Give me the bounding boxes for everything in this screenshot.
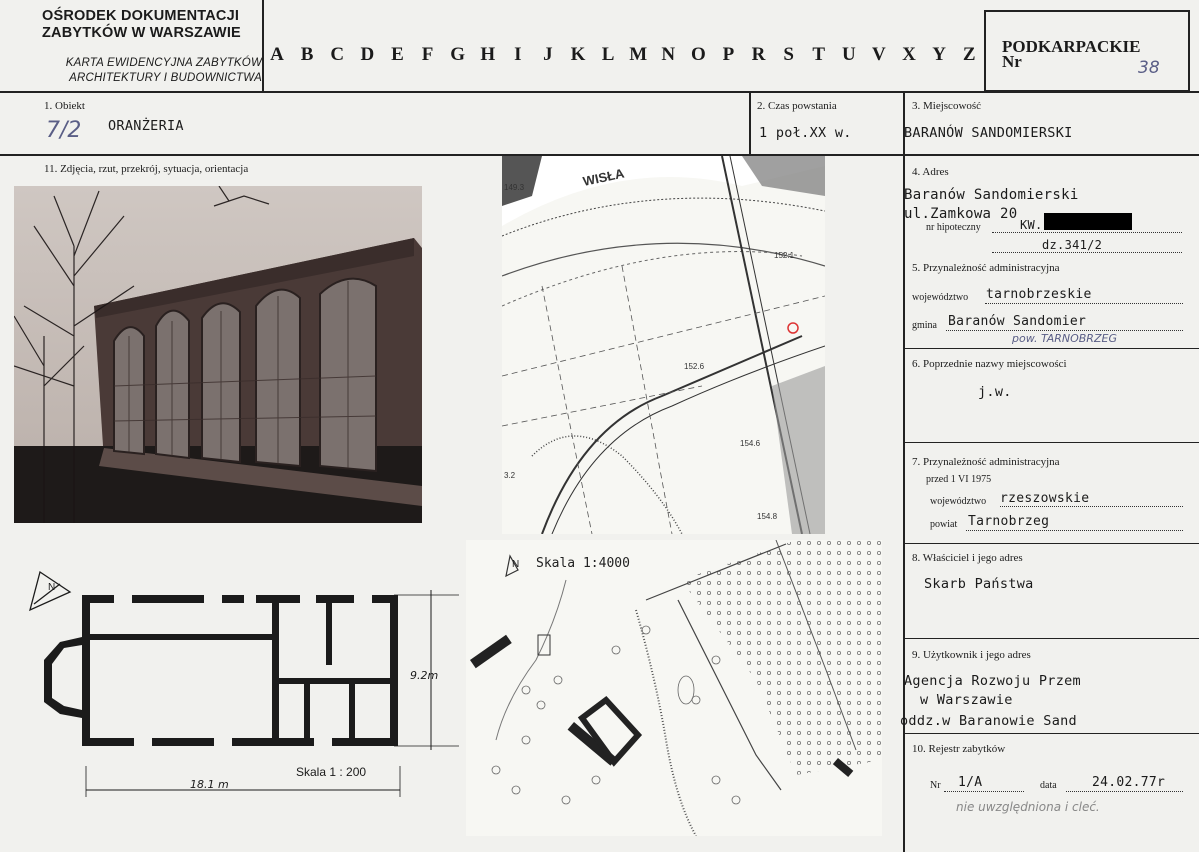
hipoteczny-label: nr hipoteczny	[926, 222, 981, 233]
adres-label: 4. Adres	[912, 166, 949, 178]
adres-line1: Baranów Sandomierski	[904, 187, 1079, 203]
dotted-line	[992, 232, 1182, 233]
plan-scale: Skala 1 : 200	[296, 765, 367, 779]
miejscowosc-label: 3. Miejscowość	[912, 100, 982, 112]
letter-index	[262, 44, 984, 66]
index-letter: O	[690, 44, 706, 65]
dotted-line	[1000, 506, 1183, 507]
rej-nr-value: 1/A	[958, 775, 983, 790]
river-label: WISŁA	[581, 165, 626, 189]
site-plan	[466, 540, 882, 836]
index-letter: V	[872, 44, 886, 65]
subtitle-line1: KARTA EWIDENCYJNA ZABYTKÓW	[65, 57, 262, 69]
uzytk-line3: oddz.w Baranowie Sand	[900, 713, 1077, 729]
czas-label: 2. Czas powstania	[757, 100, 837, 112]
rej-data-label: data	[1040, 780, 1057, 791]
rejestr-label: 10. Rejestr zabytków	[912, 743, 1006, 755]
index-letter: Z	[962, 44, 976, 65]
kw-value: KW.	[1020, 218, 1043, 232]
register-nr-label: Nr	[1002, 52, 1022, 71]
index-letter: T	[812, 44, 826, 65]
org-line1: OŚRODEK DOKUMENTACJI	[42, 8, 240, 24]
index-letter: I	[514, 44, 522, 65]
index-letter: D	[360, 44, 375, 65]
dotted-line	[1066, 791, 1183, 792]
obiekt-value: ORANŻERIA	[108, 118, 184, 134]
przyn2-label: 7. Przynależność administracyjna	[912, 456, 1060, 468]
przyn-label: 5. Przynależność administracyjna	[912, 262, 1060, 274]
elev-label: 152.1	[774, 251, 795, 260]
divider	[904, 442, 1199, 443]
elev-label: 3.2	[504, 471, 516, 480]
uzytk-line2: w Warszawie	[920, 692, 1013, 708]
dotted-line	[985, 303, 1183, 304]
divider	[904, 733, 1199, 734]
adres-line2: ul.Zamkowa 20	[904, 206, 1018, 222]
index-letter: C	[330, 44, 345, 65]
powiat-value: Tarnobrzeg	[968, 514, 1050, 529]
woj2-label: województwo	[930, 496, 987, 507]
index-letter: Y	[932, 44, 946, 65]
wlasc-label: 8. Właściciel i jego adres	[912, 552, 1023, 564]
uzytk-line1: Agencja Rozwoju Przem	[904, 673, 1081, 689]
index-letter: G	[450, 44, 465, 65]
plan-height: 9.2m	[410, 669, 439, 682]
uzytk-label: 9. Użytkownik i jego adres	[912, 649, 1031, 661]
index-letter: B	[300, 44, 314, 65]
plan-width: 18.1 m	[190, 778, 229, 791]
region-name: PODKARPACKIE	[1002, 37, 1141, 56]
register-nr-value: 38	[1138, 58, 1160, 78]
zdjecia-label: 11. Zdjęcia, rzut, przekrój, sytuacja, orientacja	[44, 163, 249, 175]
plan-north: N	[48, 582, 56, 593]
index-letter: M	[629, 44, 648, 65]
gmina-value: Baranów Sandomier	[948, 314, 1087, 329]
obiekt-code: 7/2	[46, 118, 82, 143]
index-letter: A	[270, 44, 284, 65]
powiat-label: powiat	[930, 519, 958, 530]
czas-value: 1 poł.XX w.	[759, 125, 852, 141]
divider	[749, 92, 751, 155]
index-letter: R	[751, 44, 766, 65]
building-photo	[14, 186, 422, 523]
poprz-value: j.w.	[978, 384, 1012, 400]
index-letter: U	[841, 44, 856, 65]
dotted-line	[966, 530, 1183, 531]
org-line2: ZABYTKÓW W WARSZAWIE	[42, 25, 241, 41]
gmina-label: gmina	[912, 320, 937, 331]
institution-header	[42, 8, 262, 86]
register-box	[984, 10, 1190, 92]
pencil-note: nie uwzględniona i cleć.	[956, 800, 1100, 814]
przed-label: przed 1 VI 1975	[926, 474, 992, 485]
wlasc-value: Skarb Państwa	[924, 576, 1034, 592]
floor-plan	[14, 552, 466, 814]
divider	[904, 348, 1199, 349]
dotted-line	[946, 330, 1183, 331]
elev-label: 152.6	[684, 362, 705, 371]
dz-value: dz.341/2	[1042, 238, 1103, 252]
elev-label: 154.6	[740, 439, 761, 448]
rej-nr-label: Nr	[930, 780, 941, 791]
poprz-label: 6. Poprzednie nazwy miejscowości	[912, 358, 1067, 370]
index-letter: E	[391, 44, 404, 65]
dotted-line	[944, 791, 1024, 792]
divider	[904, 543, 1199, 544]
topographic-map	[502, 156, 825, 534]
subtitle-line2: ARCHITEKTURY I BUDOWNICTWA	[69, 72, 262, 84]
site-scale: Skala 1:4000	[536, 556, 630, 571]
divider	[904, 638, 1199, 639]
site-north: N	[512, 559, 520, 570]
woj-label: województwo	[912, 292, 969, 303]
index-letter: L	[601, 44, 615, 65]
pow-note: pow. TARNOBRZEG	[1012, 332, 1117, 345]
rej-data-value: 24.02.77r	[1092, 775, 1166, 790]
redaction-bar	[1044, 213, 1132, 230]
woj2-value: rzeszowskie	[1000, 491, 1090, 506]
index-letter: N	[661, 44, 676, 65]
woj-value: tarnobrzeskie	[986, 287, 1092, 302]
dotted-line	[992, 252, 1182, 253]
miejscowosc-value: BARANÓW SANDOMIERSKI	[904, 125, 1073, 141]
obiekt-label: 1. Obiekt	[44, 100, 85, 112]
elev-label: 154.8	[757, 512, 778, 521]
elev-label: 149.3	[504, 183, 525, 192]
index-letter: S	[783, 44, 794, 65]
index-letter: K	[570, 44, 586, 65]
index-letter: F	[421, 44, 434, 65]
index-letter: J	[543, 44, 553, 65]
index-letter: X	[902, 44, 916, 65]
index-letter: P	[722, 44, 735, 65]
index-letter: H	[480, 44, 496, 65]
